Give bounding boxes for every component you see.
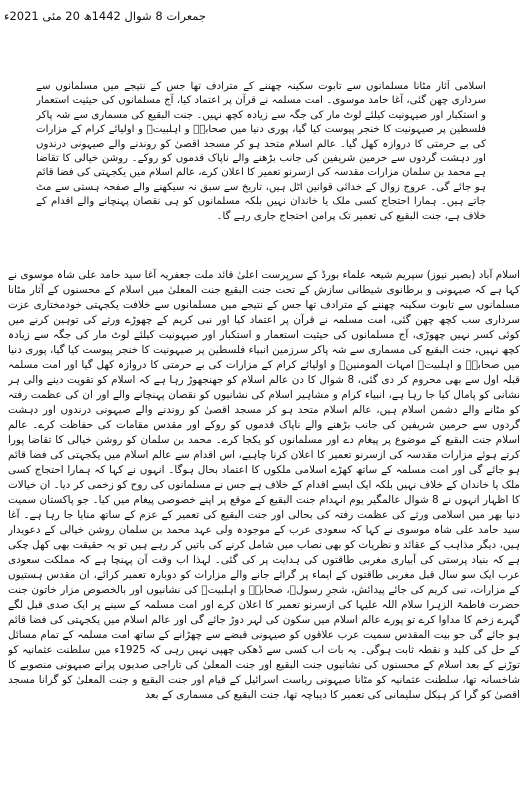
main-article-block [8,268,520,780]
dateline-text: جمعرات 8 شوال 1442ھ 20 مئی 2021ء [4,9,206,23]
dateline [6,6,206,26]
intro-highlights-block [36,80,486,255]
intro-highlights-text: اسلامی آثار مٹانا مسلمانوں سے تابوت سکینہ چھننے کے مترادف تھا جس کے نتیجے میں مسلمانوں سے سرداری چھن گئی، آغا حامد موسوی۔ امت مسلمہ نے قرآن پر اعتماد کیا، آج مسلمانوں کی حیثیت استعمار و استکبار اور صیہونیت کیلئے لوٹ مار کی جگہ سے زیادہ کچھ نہیں۔ جنت البقیع کی مسماری سے شہ پاکر فلسطین پر صیہونیت کا خنجر پیوست کیا گیا، پوری دنیا میں صحابہؓ و اہلبیتؑ و اولیائے کرام کے مزارات کی بے حرمتی کا دروازہ کھل گیا۔ عالم اسلام متحد ہو کر مسجد اقصیٰ کو روندنے والے صیہونی درندوں اور دہشت گردوں سے حرمین شریفین کی جانب بڑھنے والے ناپاک قدموں کو روکے۔ روشن خیالی کا تقاضا ہے محمد بن سلمان مزارات مقدسہ کی ازسرنو تعمیر کا اعلان کرے، عالم اسلام میں یکجہتی کی فضا قائم ہو جائے گی۔ عروج زوال کے خدائی قوانین اٹل ہیں، تاریخ سے سبق نہ سیکھنے والے صفحہ ہستی سے مٹ جاتے ہیں۔ ہمارا احتجاج کسی ملک یا خاندان نہیں بلکہ مسلمانوں کو ہی نقصان پہنچانے والے اقدام کے خلاف ہے، جنت البقیع کی تعمیر تک پرامن احتجاج جاری رہے گا۔ [36,81,486,222]
main-article-text: اسلام آباد (بصیر نیوز) سپریم شیعہ علماء بورڈ کے سرپرست اعلیٰ قائد ملت جعفریہ آغا سید حامد علی شاہ موسوی نے کہا ہے کہ صیہونی و برطانوی شیطانی سازش کے تحت جنت البقیع جنت المعلیٰ میں اسلام کے محسنوں کے آثار مٹانا مسلمانوں سے تابوت سکینہ چھننے کے مترادف تھا جس کے نتیجے میں مسلمانوں سے خلافت یکجہتی خودمختاری عزت سرداری سب کچھ چھن گئی، امت مسلمہ نے قرآن پر اعتماد کیا اور نبی کریم کے چھوڑے ورثے کی توہین کرنے میں کوئی کسر نہیں چھوڑی، آج مسلمانوں کی حیثیت استعمار و استکبار اور صیہونیت کیلئے لوٹ مار کی جگہ سے زیادہ کچھ نہیں، جنت البقیع کی مسماری سے شہ پاکر سرزمین انبیاء فلسطین پر صیہونیت کا خنجر پیوست کیا گیا، پوری دنیا میں صحابہؓ و اہلبیتؑ امہات المومنینؓ و اولیائے کرام کے مزارات کی بے حرمتی کا دروازہ کھل گیا اور امت مسلمہ قبلہ اول سے بھی محروم کر دی گئی، 8 شوال کا دن عالم اسلام کو جھنجھوڑ رہا ہے کہ اسلام کو تقویت دینے والی ہر نشانی کو پامال کیا جا رہا ہے، انبیاء کرام و مشاہیر اسلام کی نشانیوں کو نقصان پہنچانے والے اور ان کی عظمت رفتہ کو مٹانے والے دشمن اسلام ہیں، عالم اسلام متحد ہو کر مسجد اقصیٰ کو روندنے والے صیہونی درندوں اور دہشت گردوں سے حرمین شریفین کی جانب بڑھنے والے ناپاک قدموں کو روکے اور مقدس مقامات کی حفاظت کرے۔ عالم اسلام جنت البقیع کے موضوع پر پیغام دے اور مسلمانوں کو یکجا کرے۔ محمد بن سلمان کو روشن خیالی کا تقاضا پورا کرتے ہوئے مزارات مقدسہ کی ازسرنو تعمیر کا اعلان کرنا چاہیے، اس اقدام سے عالم اسلام میں یکجہتی کی فضا قائم ہو جائے گی اور امت مسلمہ کے ساتھ کھڑے اسلامی ملکوں کا اعتماد بحال ہوگا۔ انہوں نے کہا کہ ہمارا احتجاج کسی ملک یا خاندان کے خلاف نہیں بلکہ ایک ایسے اقدام کے خلاف ہے جس نے مسلمانوں کی روح کو زخمی کر دیا۔ ان خیالات کا اظہار انہوں نے 8 شوال عالمگیر یوم انہدام جنت البقیع کے موقع پر اپنے خصوصی پیغام میں کیا۔ جو پاکستان سمیت دنیا بھر میں اسلامی ورثے کی عظمت رفتہ کی بحالی اور جنت البقیع کی تعمیر کے عزم کے ساتھ منایا جا رہا ہے۔ آغا سید حامد علی شاہ موسوی نے کہا کہ سعودی عرب کے موجودہ ولی عہد محمد بن سلمان روشن خیالی کے دعویدار ہیں، دیگر مذاہب کے عقائد و نظریات کو بھی نصاب میں شامل کرنے کی باتیں کر رہے ہیں تو یہ حقیقت بھی کھل چکی ہے کہ بنیاد پرستی کی آبیاری مغربی طاقتوں کی ہدایت پر کی گئی۔ لہذا اب وقت آن پہنچا ہے کہ مملکت سعودی عرب ایک سو سال قبل مغربی طاقتوں کے ایماء پر گرائے جانے والے مزارات کو دوبارہ تعمیر کرائے، ان مقدس ہستیوں کے مزارات، نبی کریم کی جائے پیدائش، شجرِ رسولؐ، صحابہؓ و اہلبیتؑ کی نشانیوں اور بالخصوص مزار خاتون جنت حضرت فاطمۃ الزہرا سلام اللہ علیہا کی ازسرنو تعمیر کا اعلان کرے اور امت مسلمہ کے سینے پر ایک صدی قبل لگے گہرے زخم کا مداوا کرے تو پورے عالم اسلام میں سکون کی لہر دوڑ جائے گی اور عالم اسلام میں یکجہتی کی فضا قائم ہو جائے گی جو بیت المقدس سمیت عرب علاقوں کو صیہونی قبضے سے چھڑانے کے ساتھ امت مسلمہ کے تمام مسائل کے حل کی کلید و نقطہ ثابت ہوگی۔ یہ بات اب کسی سے ڈھکی چھپی نہیں رہی کہ 1925ء میں سلطنت عثمانیہ کو توڑنے کے بعد اسلام کے محسنوں کی نشانیوں جنت البقیع اور جنت المعلیٰ کی تاراجی صدیوں پرانے صیہونی منصوبے کا شاخسانہ تھا، سلطنت عثمانیہ کو مٹانا صیہونی ریاست اسرائیل کے قیام اور جنت البقیع و جنت المعلیٰ کو گرانا مسجد اقصیٰ کو گرا کر ہیکل سلیمانی کی تعمیر کا دیباچہ تھا، جنت البقیع کی مسماری کے بعد [8,269,520,701]
